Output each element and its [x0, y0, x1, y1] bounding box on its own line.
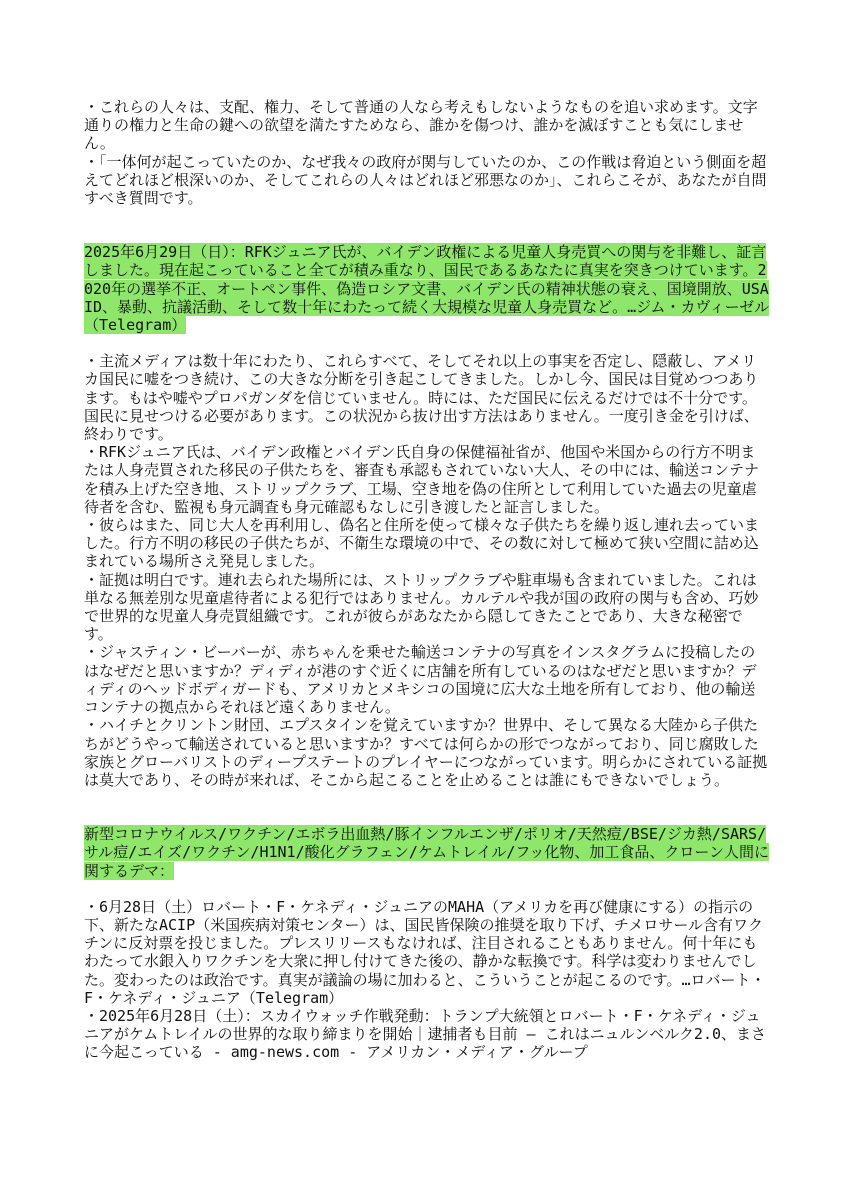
highlighted-heading [84, 243, 770, 334]
bullet-paragraph: ・彼らはまた、同じ大人を再利用し、偽名と住所を使って様々な子供たちを繰り返し連れ去っていました。行方不明の移民の子供たちが、不衛生な環境の中で、その数に対して極めて狭い空間に詰め込まれている場所さえ発見しました。 [84, 516, 760, 571]
spacer [84, 789, 770, 825]
bullet-paragraph: ・証拠は明白です。連れ去られた場所には、ストリップクラブや駐車場も含まれていました。これは単なる無差別な児童虐待者による犯行ではありません。カルテルや我が国の政府の関与も含め、巧妙で世界的な児童人身売買組織です。これが彼らがあなたから隠してきたことであり、大きな秘密です。 [84, 570, 759, 644]
bullet-paragraph: ・ハイチとクリントン財団、エプスタインを覚えていますか？世界中、そして異なる大陸から子供たちがどうやって輸送されていると思いますか？すべては何らかの形でつながっており、同じ腐敗した家族とグローバリストのディープステートのプレイヤーにつながっています。明らかにされている証拠は莫大であり、その時が来れば、そこから起こることを止めることは誰にもできないでしょう。 [84, 716, 768, 789]
heading-highlight-text: 2025年6月29日（日）：RFKジュニア氏が、バイデン政権による児童人身売買への関与を非難し、証言しました。現在起こっていること全てが積み重なり、国民であるあなたに真実を突きつけています。2020年の選挙不正、オートペン事件、偽造ロシア文書、バイデン氏の精神状態の衰え、国境開放、USAID、暴動、抗議活動、そして数十年にわたって続く大規模な児童人身売買など。…ジム・カヴィーゼル（Telegram） [84, 243, 770, 335]
bullet-paragraph: ・2025年6月28日（土）：スカイウォッチ作戦発動：トランプ大統領とロバート・F・ケネディ・ジュニアがケムトレイルの世界的な取り締まりを開始｜逮捕者も目前 — これはニュルンベルク2.0、まさに今起こっている - amg-news.com - アメリカン・メディア・グループ [84, 1006, 767, 1062]
highlighted-heading [84, 825, 770, 880]
bullet-paragraph: ・RFKジュニア氏は、バイデン政権とバイデン氏自身の保健福祉省が、他国や米国からの行方不明または人身売買された移民の子供たちを、審査も承認もされていない大人、その中には、輸送コンテナを積み上げた空き地、ストリップクラブ、工場、空き地を偽の住所として利用していた過去の児童虐待者を含む、監視も身元調査も身元確認もなしに引き渡したと証言しました。 [84, 443, 760, 516]
heading-highlight-text: 新型コロナウイルス/ワクチン/エボラ出血熱/豚インフルエンザ/ポリオ/天然痘/BSE/ジカ熱/SARS/サル痘/エイズ/ワクチン/H1N1/酸化グラフェン/ケムトレイル/フッ化物、加工食品、クローン人間に関するデマ： [84, 825, 770, 880]
spacer [84, 880, 770, 898]
document-page [84, 98, 770, 1062]
spacer [84, 334, 770, 352]
spacer [84, 207, 770, 243]
bullet-paragraph: ・これらの人々は、支配、権力、そして普通の人なら考えもしないようなものを追い求めます。文字通りの権力と生命の鍵への欲望を満たすためなら、誰かを傷つけ、誰かを滅ぼすことも気にしません。 [84, 98, 758, 153]
bullet-paragraph: ・ジャスティン・ビーバーが、赤ちゃんを乗せた輸送コンテナの写真をインスタグラムに投稿したのはなぜだと思いますか？ディディが港のすぐ近くに店舗を所有しているのはなぜだと思いますか？ディディのヘッドボディガードも、アメリカとメキシコの国境に広大な土地を所有しており、他の輸送コンテナの拠点からそれほど遠くありません。 [84, 643, 757, 717]
section-hoax-list [84, 825, 770, 1061]
bullet-paragraph: ・6月28日（土）ロバート・F・ケネディ・ジュニアのMAHA（アメリカを再び健康にする）の指示の下、新たなACIP（米国疾病対策センター）は、国民皆保険の推奨を取り下げ、チメロサール含有ワクチンに反対票を投じました。プレスリリースもなければ、注目されることもありません。何十年にもわたって水銀入りワクチンを大衆に押し付けてきた後の、静かな転換です。科学は変わりませんでした。変わったのは政治です。真実が議論の場に加わると、こういうことが起こるのです。…ロバート・F・ケネディ・ジュニア（Telegram） [84, 897, 766, 1007]
bullet-paragraph: ・主流メディアは数十年にわたり、これらすべて、そしてそれ以上の事実を否定し、隠蔽し、アメリカ国民に嘘をつき続け、この大きな分断を引き起こしてきました。しかし今、国民は目覚めつつあります。もはや嘘やプロパガンダを信じていません。時には、ただ国民に伝えるだけでは不十分です。国民に見せつける必要があります。この状況から抜け出す方法はありません。一度引き金を引けば、終わりです。 [84, 352, 759, 444]
section-rfk-testimony [84, 243, 770, 789]
section-intro [84, 98, 770, 207]
bullet-paragraph: ・「一体何が起こっていたのか、なぜ我々の政府が関与していたのか、この作戦は脅迫という側面を超えてどれほど根深いのか、そしてこれらの人々はどれほど邪悪なのか」、これらこそが、あなたが自問すべき質問です。 [84, 152, 767, 208]
